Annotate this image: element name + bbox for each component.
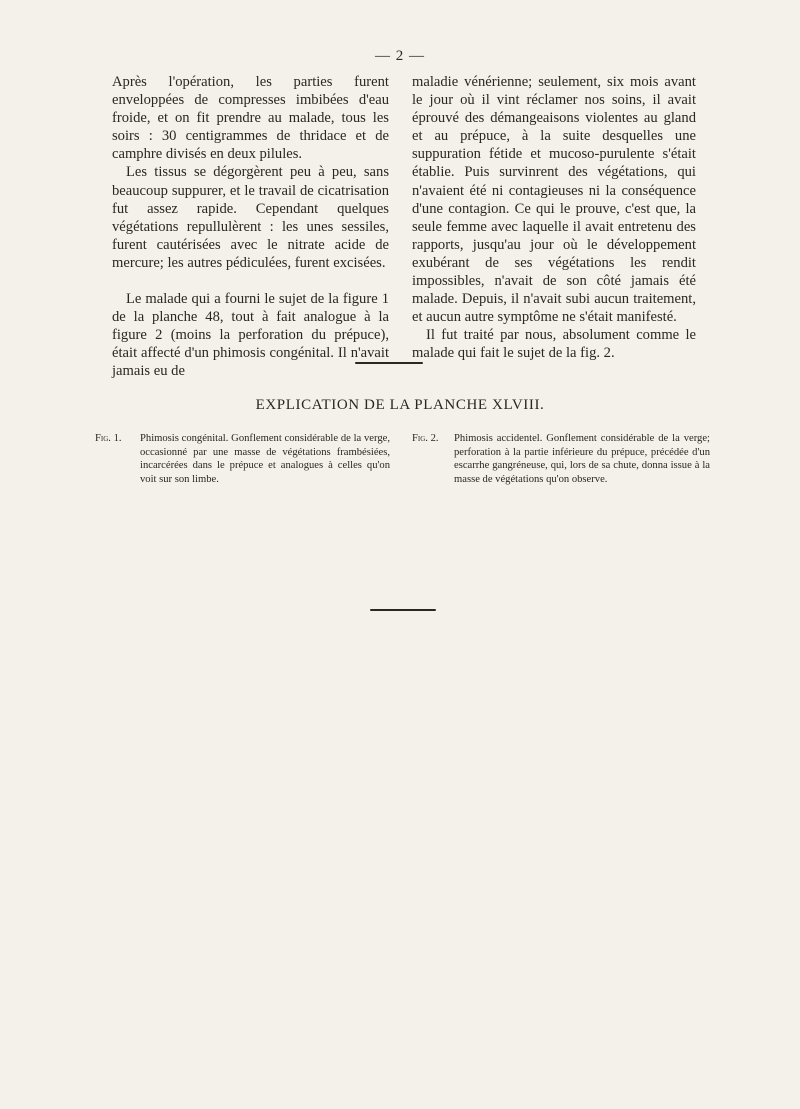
paragraph: maladie vénérienne; seulement, six mois avant le jour où il vint réclamer nos soins, il avait éprouvé des démangeaisons violentes au gland et au prépuce, à la suite desquelles une suppuration fétide et mucoso-purulente s'était établie. Puis survinrent des végétations, qui n'avaient été ni contagieuses ni la conséquence d'une contagion. Ce qui le prouve, c'est que, la seule femme avec laquelle il avait entretenu des rapports, jusqu'au jour où le développement exubérant de ses végétations les rendit impossibles, n'avait de son côté jamais été malade. Depuis, il n'avait subi aucun traitement, et aucun autre symptôme ne s'était manifesté. — [412, 74, 696, 326]
figure-label: Fig. 2. — [412, 433, 439, 444]
explanation-heading: EXPLICATION DE LA PLANCHE XLVIII. — [255, 397, 545, 413]
paragraph: Après l'opération, les parties furent enveloppées de compresses imbibées d'eau froide, et on fit prendre au malade, tous les soirs : 30 centigrammes de thridace et de camphre divisés en deux pilules. — [112, 74, 389, 163]
paragraph: Le malade qui a fourni le sujet de la figure 1 de la planche 48, tout à fait analogue à la figure 2 (moins la perforation du prépuce), était affecté d'un phimosis congénital. Il n'avait jamais eu de — [112, 291, 389, 380]
end-divider — [370, 609, 436, 611]
paragraph: Il fut traité par nous, absolument comme le malade qui fait le sujet de la fig. 2. — [412, 327, 696, 362]
figure-caption-2 — [412, 432, 710, 486]
paragraph: Les tissus se dégorgèrent peu à peu, sans beaucoup suppurer, et le travail de cicatrisation fut assez rapide. Cependant quelques végétations repullulèrent : les unes sessiles, furent cautérisées avec le nitrate acide de mercure; les autres pédiculées, furent excisées. — [112, 164, 389, 271]
right-text-column — [412, 73, 696, 363]
figure-description: Phimosis accidentel. Gonflement considérable de la verge; perforation à la partie inférieure du prépuce, précédée d'un escarrhe gangréneuse, qui, lors de sa chute, donna issue à la masse de végétations qu'on observe. — [454, 433, 710, 485]
section-divider — [355, 362, 423, 364]
page-number: — 2 — — [375, 48, 425, 64]
figure-caption-1 — [95, 432, 390, 486]
left-text-column — [112, 73, 389, 381]
figure-label: Fig. 1. — [95, 433, 122, 444]
figure-description: Phimosis congénital. Gonflement considérable de la verge, occasionné par une masse de végétations frambésiées, incarcérées dans le prépuce et analogues à celles qu'on voit sur son limbe. — [140, 433, 390, 485]
